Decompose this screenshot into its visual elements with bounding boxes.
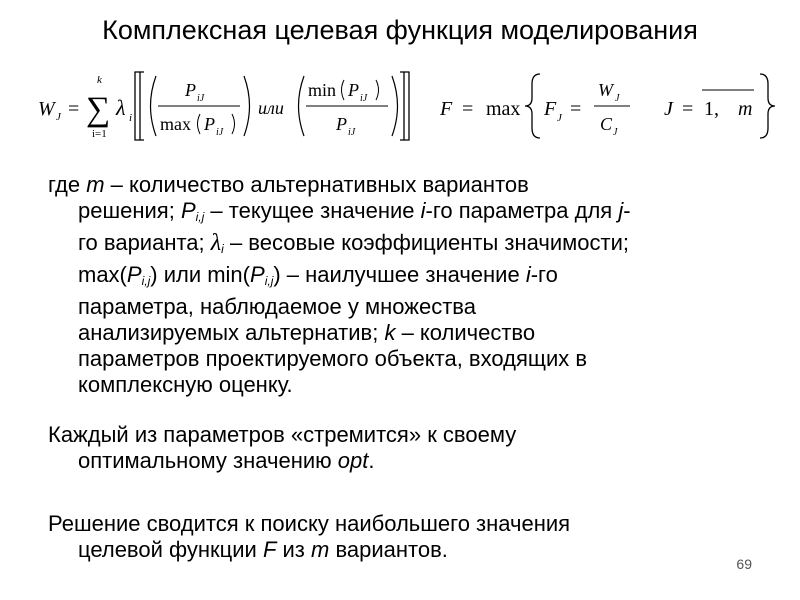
formula-wj-numerator-sub: J <box>615 93 620 104</box>
objective-function-formula <box>0 68 800 148</box>
or-word: или <box>258 98 284 118</box>
sigma-icon: ∑ <box>86 91 111 128</box>
right-paren-2-icon <box>392 76 398 136</box>
slide-title: Комплексная целевая функция моделирования <box>102 15 698 45</box>
frac2-denominator: P <box>336 114 347 134</box>
frac2-numerator-sub: iJ <box>360 93 368 104</box>
definitions-line-3: го варианта; $\lambda_i$ – весовые коэффициенты значимости; <box>78 230 629 256</box>
sum-upper-limit: k <box>97 74 102 86</box>
right-paren-icon <box>244 76 250 136</box>
frac1-denominator-sub: iJ <box>216 127 224 138</box>
frac1-denominator-p: P <box>204 114 215 134</box>
solution-line-2: целевой функции F из m вариантов. <box>78 537 448 562</box>
frac2-num-right-paren-icon <box>376 80 379 100</box>
frac1-numerator-sub: iJ <box>197 93 205 104</box>
right-curly-brace-icon <box>760 74 775 138</box>
left-square-bracket-inner-icon <box>140 72 144 140</box>
left-curly-brace-icon <box>525 74 540 138</box>
definitions-paragraph <box>48 172 748 398</box>
formula-range-equals: = <box>682 98 694 120</box>
formula-fj-sub: J <box>557 112 562 124</box>
definitions-line-8: комплексную оценку. <box>78 372 293 397</box>
right-square-bracket-inner-icon <box>400 72 404 140</box>
frac2-numerator-min: min <box>308 80 337 100</box>
formula-fj-equals: = <box>570 98 582 120</box>
optimum-paragraph <box>48 422 748 474</box>
formula-max: max <box>486 98 521 120</box>
definitions-line-4: $\max(P_{i,j})$ или $\min(P_{i,j})$ – наилучшее значение i-го <box>78 262 558 288</box>
formula-f-label: F <box>440 98 453 120</box>
frac1-numerator: P <box>185 80 196 100</box>
formula-graphic <box>0 68 800 148</box>
formula-wj-label: W <box>38 98 55 120</box>
right-square-bracket-icon <box>404 72 409 140</box>
formula-range-start: 1, <box>704 98 719 120</box>
frac2-numerator-p: P <box>348 80 359 100</box>
page-number: 69 <box>736 556 752 572</box>
solution-line-1: Решение сводится к поиску наибольшего значения <box>48 511 571 536</box>
formula-wj-numerator: W <box>598 80 613 100</box>
frac2-denominator-sub: iJ <box>348 127 356 138</box>
formula-cj-denominator-sub: J <box>613 127 618 138</box>
sum-lower-limit: i=1 <box>92 128 107 140</box>
definitions-line-6: анализируемых альтернатив; k – количество <box>78 320 536 345</box>
frac2-num-left-paren-icon <box>342 80 345 100</box>
left-paren-icon <box>151 76 157 136</box>
formula-f-equals: = <box>462 98 474 120</box>
formula-wj-sub: J <box>56 111 61 123</box>
formula-range-j: J <box>664 98 673 120</box>
definitions-line-1: где m – количество альтернативных вариантов <box>48 172 529 197</box>
optimum-line-1: Каждый из параметров «стремится» к своему <box>48 422 517 447</box>
frac1-den-left-paren-icon <box>198 114 201 134</box>
formula-range-end: m <box>738 98 753 120</box>
solution-paragraph <box>48 511 748 563</box>
definitions-line-2: решения; $P_{i,j}$ – текущее значение i-го параметра для j- <box>78 198 631 224</box>
definitions-line-5: параметра, наблюдаемое у множества <box>78 294 476 319</box>
optimum-line-2: оптимальному значению opt. <box>78 448 375 473</box>
lambda-symbol: λ <box>116 95 126 120</box>
left-paren-2-icon <box>299 76 305 136</box>
formula-equals: = <box>68 98 80 120</box>
formula-fj: F <box>544 98 557 120</box>
frac1-den-right-paren-icon <box>232 114 235 134</box>
formula-cj-denominator: C <box>600 114 613 134</box>
definitions-line-7: параметров проектируемого объекта, входящих в <box>78 346 588 371</box>
left-square-bracket-icon <box>135 72 140 140</box>
frac1-denominator-max: max <box>160 114 191 134</box>
lambda-sub: i <box>129 112 133 124</box>
